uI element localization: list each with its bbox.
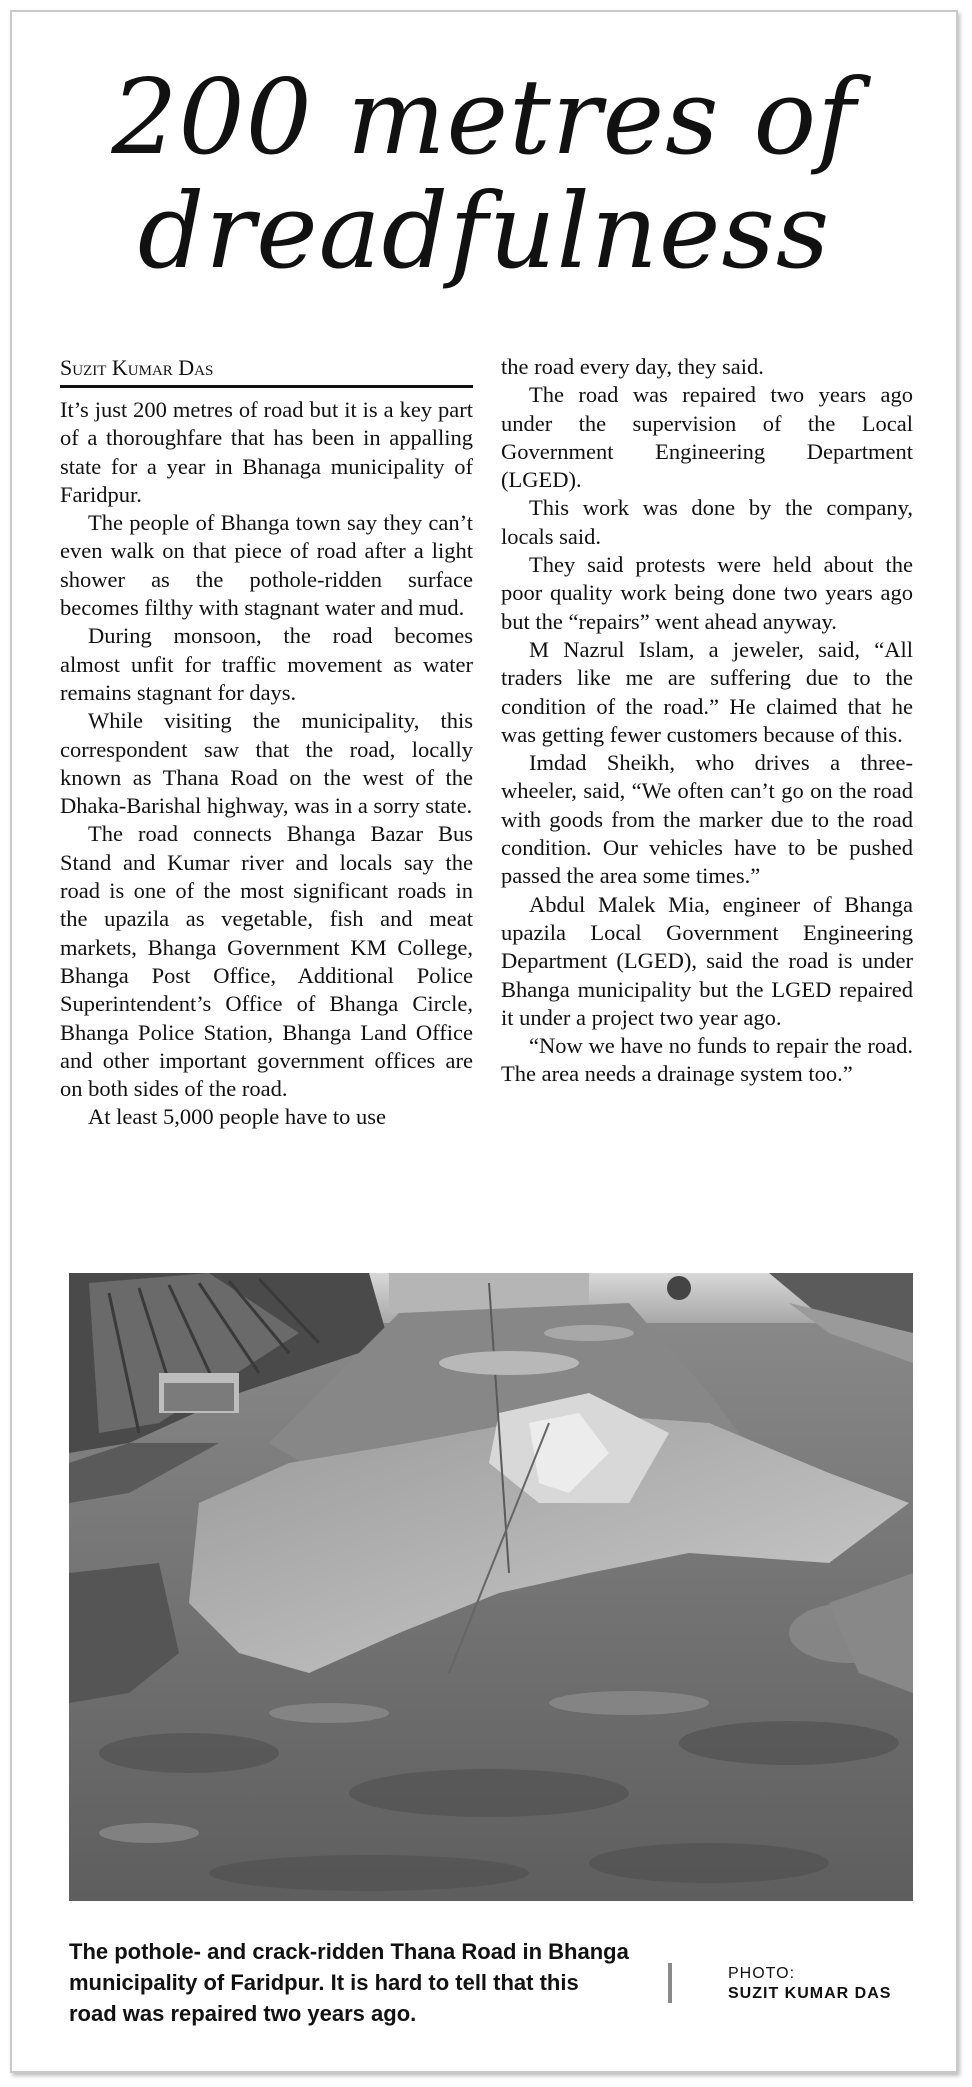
paragraph: “Now we have no funds to repair the road. The area needs a drainage system too.”	[501, 1033, 913, 1087]
credit-divider	[668, 1963, 672, 2003]
paragraph: The road was repaired two years ago under the supervision of the Local Government Engineering Department (LGED).	[501, 382, 913, 493]
paragraph: During monsoon, the road becomes almost unfit for traffic movement as water remains stagnant for days.	[60, 623, 473, 705]
paragraph: It’s just 200 metres of road but it is a key part of a thoroughfare that has been in appalling state for a year in Bhanaga municipality of Faridpur.	[60, 397, 473, 507]
paragraph: They said protests were held about the poor quality work being done two years ago but the “repairs” went ahead anyway.	[501, 552, 913, 634]
photo-credit-name: SUZIT KUMAR DAS	[728, 1985, 892, 2002]
road-photo-illustration	[69, 1273, 913, 1901]
headline-line-1: 200 metres of	[111, 56, 857, 178]
paragraph: At least 5,000 people have to use	[88, 1104, 387, 1130]
headline-line-2: dreadfulness	[137, 170, 831, 292]
photo-credit-label: PHOTO:	[728, 1965, 796, 1982]
article-column-1	[60, 396, 473, 1132]
paragraph: Abdul Malek Mia, engineer of Bhanga upazila Local Government Engineering Department (LGED), said the road is under Bhanga municipality but the LGED repaired it under a project two year ago.	[501, 891, 913, 1030]
paragraph: Imdad Sheikh, who drives a three-wheeler, said, “We often can’t go on the road with goods from the marker due to the road condition. Our vehicles have to be pushed passed the area some times.”	[501, 750, 913, 889]
headline	[12, 56, 956, 292]
paragraph: The people of Bhanga town say they can’t even walk on that piece of road after a light shower as the pothole-ridden surface becomes filthy with stagnant water and mud.	[60, 510, 473, 621]
photo-caption: The pothole- and crack-ridden Thana Road in Bhanga municipality of Faridpur. It is hard to tell that this road was repaired two years ago.	[69, 1939, 629, 2026]
road-photo	[69, 1273, 913, 1901]
paragraph: This work was done by the company, locals said.	[501, 495, 913, 549]
paragraph: While visiting the municipality, this correspondent saw that the road, locally known as Thana Road on the west of the Dhaka-Barishal highway, was in a sorry state.	[60, 708, 473, 819]
paragraph-continued: the road every day, they said.	[501, 354, 764, 379]
paragraph: The road connects Bhanga Bazar Bus Stand and Kumar river and locals say the road is one of the most significant roads in the upazila as vegetable, fish and meat markets, Bhanga Government KM College, Bhanga Post Office, Additional Police Superintendent’s Office of Bhanga Circle, Bhanga Police Station, Bhanga Land Office and other important government offices are on both sides of the road.	[60, 821, 473, 1102]
byline: Suzit Kumar Das	[60, 355, 473, 388]
photo-credit	[728, 1964, 891, 2004]
paragraph: M Nazrul Islam, a jeweler, said, “All traders like me are suffering due to the condition of the road.” He claimed that he was getting fewer customers because of this.	[501, 636, 913, 747]
article-column-2	[501, 353, 913, 1089]
